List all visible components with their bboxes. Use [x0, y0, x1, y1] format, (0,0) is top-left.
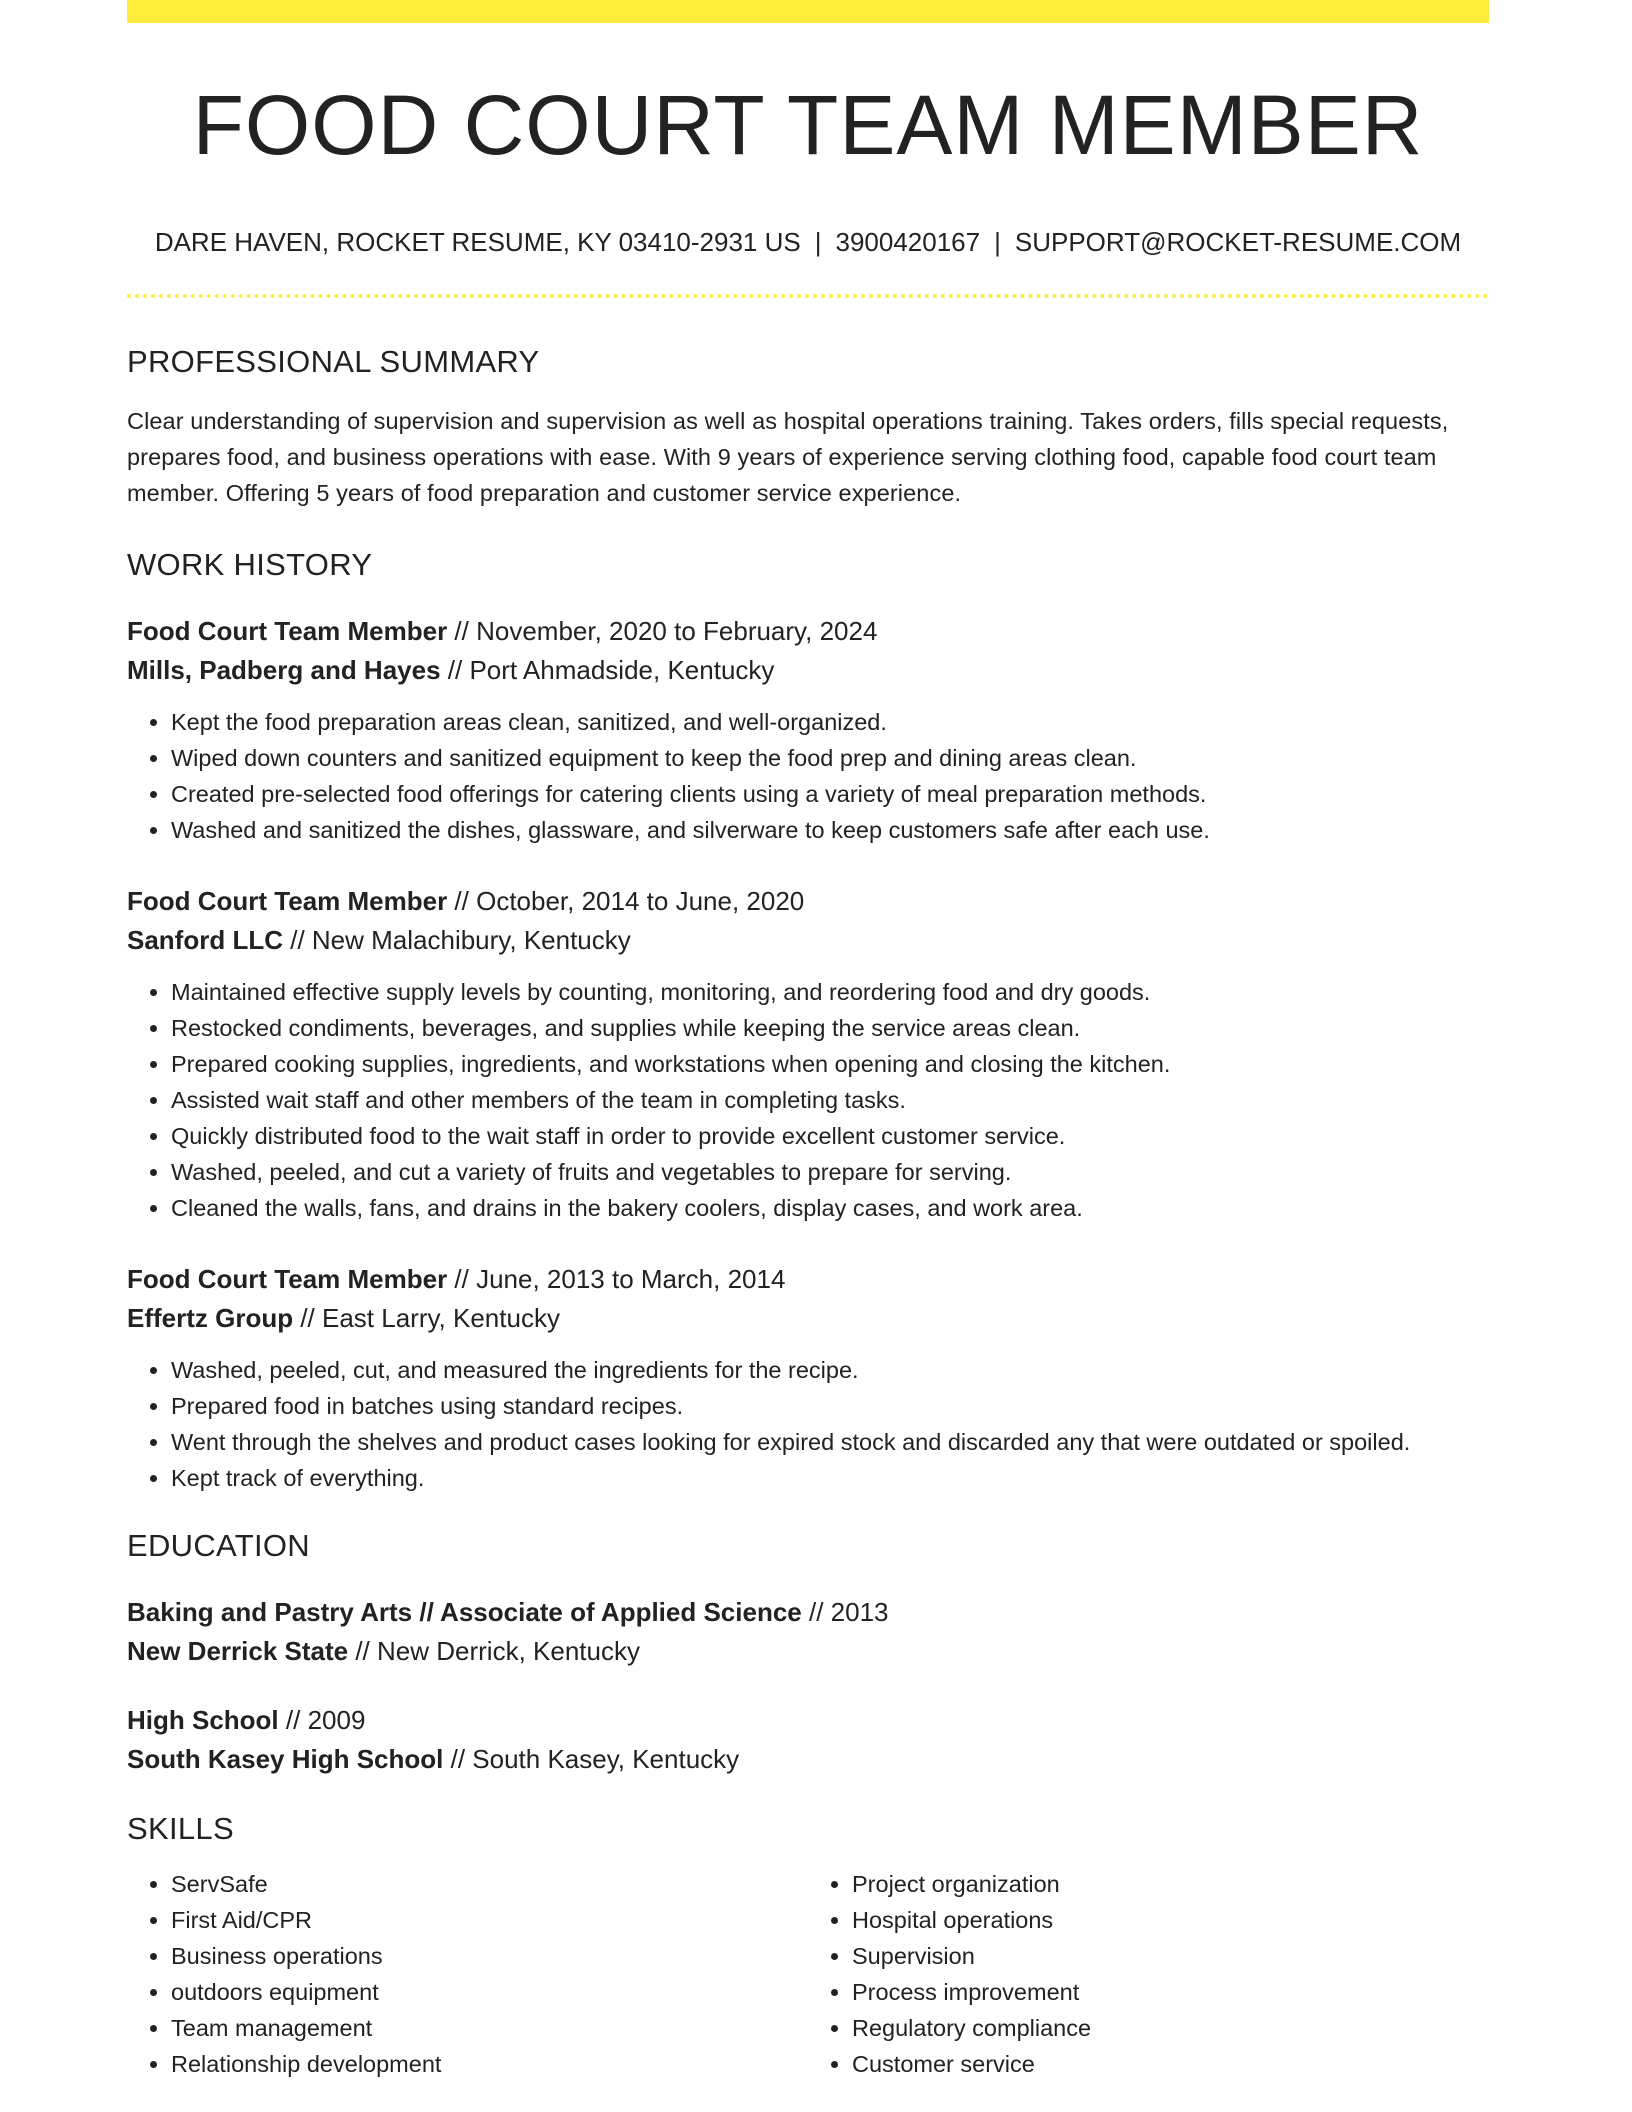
- skill-item: • Process improvement: [852, 1974, 1489, 2010]
- job-role-line: [127, 882, 1489, 921]
- skills-column-left: [127, 1866, 808, 2082]
- job-company: Sanford LLC: [127, 925, 283, 955]
- list-item: • Maintained effective supply levels by counting, monitoring, and reordering food and dry goods.: [171, 974, 1489, 1010]
- job-dates: // June, 2013 to March, 2014: [447, 1264, 786, 1294]
- job-dates: // November, 2020 to February, 2024: [447, 616, 878, 646]
- section-title-skills: SKILLS: [127, 1811, 234, 1846]
- education-location: // New Derrick, Kentucky: [348, 1636, 640, 1666]
- education-year: // 2009: [278, 1705, 366, 1735]
- job-location: // New Malachibury, Kentucky: [283, 925, 631, 955]
- job-location: // Port Ahmadside, Kentucky: [440, 655, 775, 685]
- skill-item: • Customer service: [852, 2046, 1489, 2082]
- skill-item: • Regulatory compliance: [852, 2010, 1489, 2046]
- education-degree-line: [127, 1593, 1489, 1632]
- job-entry: [127, 612, 1489, 848]
- job-role: Food Court Team Member: [127, 1264, 448, 1294]
- education-location: // South Kasey, Kentucky: [443, 1744, 740, 1774]
- job-company-line: [127, 921, 1489, 960]
- education-entry: [127, 1593, 1489, 1671]
- job-bullets: [127, 974, 1489, 1226]
- job-role-line: [127, 1260, 1489, 1299]
- list-item: • Washed and sanitized the dishes, glassware, and silverware to keep customers safe after each use.: [171, 812, 1489, 848]
- job-company: Mills, Padberg and Hayes: [127, 655, 441, 685]
- job-entry: [127, 882, 1489, 1226]
- resume-title: FOOD COURT TEAM MEMBER: [192, 78, 1424, 172]
- contact-address: DARE HAVEN, ROCKET RESUME, KY 03410-2931 US: [154, 227, 801, 257]
- skill-item: • Supervision: [852, 1938, 1489, 1974]
- contact-email[interactable]: SUPPORT@ROCKET-RESUME.COM: [1014, 227, 1462, 257]
- summary-text: Clear understanding of supervision and supervision as well as hospital operations training. Takes orders, fills special requests, prepares food, and business operations with ease. With 9 years of experience serving clothing food, capable food court team member. Offering 5 years of food preparation and customer service experience.: [127, 408, 1449, 506]
- list-item: • Kept track of everything.: [171, 1460, 1489, 1496]
- job-bullets: [127, 704, 1489, 848]
- skills-grid: [127, 1866, 1489, 2082]
- list-item: • Washed, peeled, and cut a variety of fruits and vegetables to prepare for serving.: [171, 1154, 1489, 1190]
- list-item: • Kept the food preparation areas clean, sanitized, and well-organized.: [171, 704, 1489, 740]
- job-location: // East Larry, Kentucky: [293, 1303, 560, 1333]
- section-title-education: EDUCATION: [127, 1528, 310, 1563]
- education-school: New Derrick State: [127, 1636, 349, 1666]
- skills-column-right: [808, 1866, 1489, 2082]
- skill-item: • outdoors equipment: [171, 1974, 808, 2010]
- job-company-line: [127, 1299, 1489, 1338]
- job-bullets: [127, 1352, 1489, 1496]
- list-item: • Quickly distributed food to the wait staff in order to provide excellent customer service.: [171, 1118, 1489, 1154]
- list-item: • Went through the shelves and product cases looking for expired stock and discarded any that were outdated or spoiled.: [171, 1424, 1489, 1460]
- skill-item: • Hospital operations: [852, 1902, 1489, 1938]
- education-school-line: [127, 1632, 1489, 1671]
- list-item: • Washed, peeled, cut, and measured the ingredients for the recipe.: [171, 1352, 1489, 1388]
- section-title-summary: PROFESSIONAL SUMMARY: [127, 344, 540, 379]
- resume-page: [127, 0, 1489, 2082]
- contact-separator: |: [994, 227, 1001, 257]
- skill-item: • First Aid/CPR: [171, 1902, 808, 1938]
- section-title-work-history: WORK HISTORY: [127, 547, 373, 582]
- education-degree-line: [127, 1701, 1489, 1740]
- list-item: • Cleaned the walls, fans, and drains in the bakery coolers, display cases, and work area.: [171, 1190, 1489, 1226]
- education-degree: Baking and Pastry Arts // Associate of Applied Science: [127, 1597, 802, 1627]
- skill-item: • Project organization: [852, 1866, 1489, 1902]
- job-role-line: [127, 612, 1489, 651]
- list-item: • Wiped down counters and sanitized equipment to keep the food prep and dining areas clean.: [171, 740, 1489, 776]
- job-company-line: [127, 651, 1489, 690]
- education-degree: High School: [127, 1705, 279, 1735]
- job-company: Effertz Group: [127, 1303, 294, 1333]
- job-role: Food Court Team Member: [127, 616, 448, 646]
- list-item: • Restocked condiments, beverages, and supplies while keeping the service areas clean.: [171, 1010, 1489, 1046]
- contact-separator: |: [814, 227, 822, 257]
- job-entry: [127, 1260, 1489, 1496]
- contact-line: [127, 229, 1489, 255]
- list-item: • Created pre-selected food offerings for catering clients using a variety of meal preparation methods.: [171, 776, 1489, 812]
- education-entry: [127, 1701, 1489, 1779]
- list-item: • Prepared cooking supplies, ingredients, and workstations when opening and closing the kitchen.: [171, 1046, 1489, 1082]
- job-role: Food Court Team Member: [127, 886, 448, 916]
- top-accent-bar: [127, 0, 1489, 23]
- skill-item: • ServSafe: [171, 1866, 808, 1902]
- list-item: • Prepared food in batches using standard recipes.: [171, 1388, 1489, 1424]
- education-school-line: [127, 1740, 1489, 1779]
- education-school: South Kasey High School: [127, 1744, 444, 1774]
- skill-item: • Team management: [171, 2010, 808, 2046]
- skill-item: • Business operations: [171, 1938, 808, 1974]
- job-dates: // October, 2014 to June, 2020: [447, 886, 805, 916]
- dotted-divider: [127, 294, 1489, 298]
- list-item: • Assisted wait staff and other members of the team in completing tasks.: [171, 1082, 1489, 1118]
- education-year: // 2013: [801, 1597, 889, 1627]
- skill-item: • Relationship development: [171, 2046, 808, 2082]
- contact-phone[interactable]: 3900420167: [835, 227, 981, 257]
